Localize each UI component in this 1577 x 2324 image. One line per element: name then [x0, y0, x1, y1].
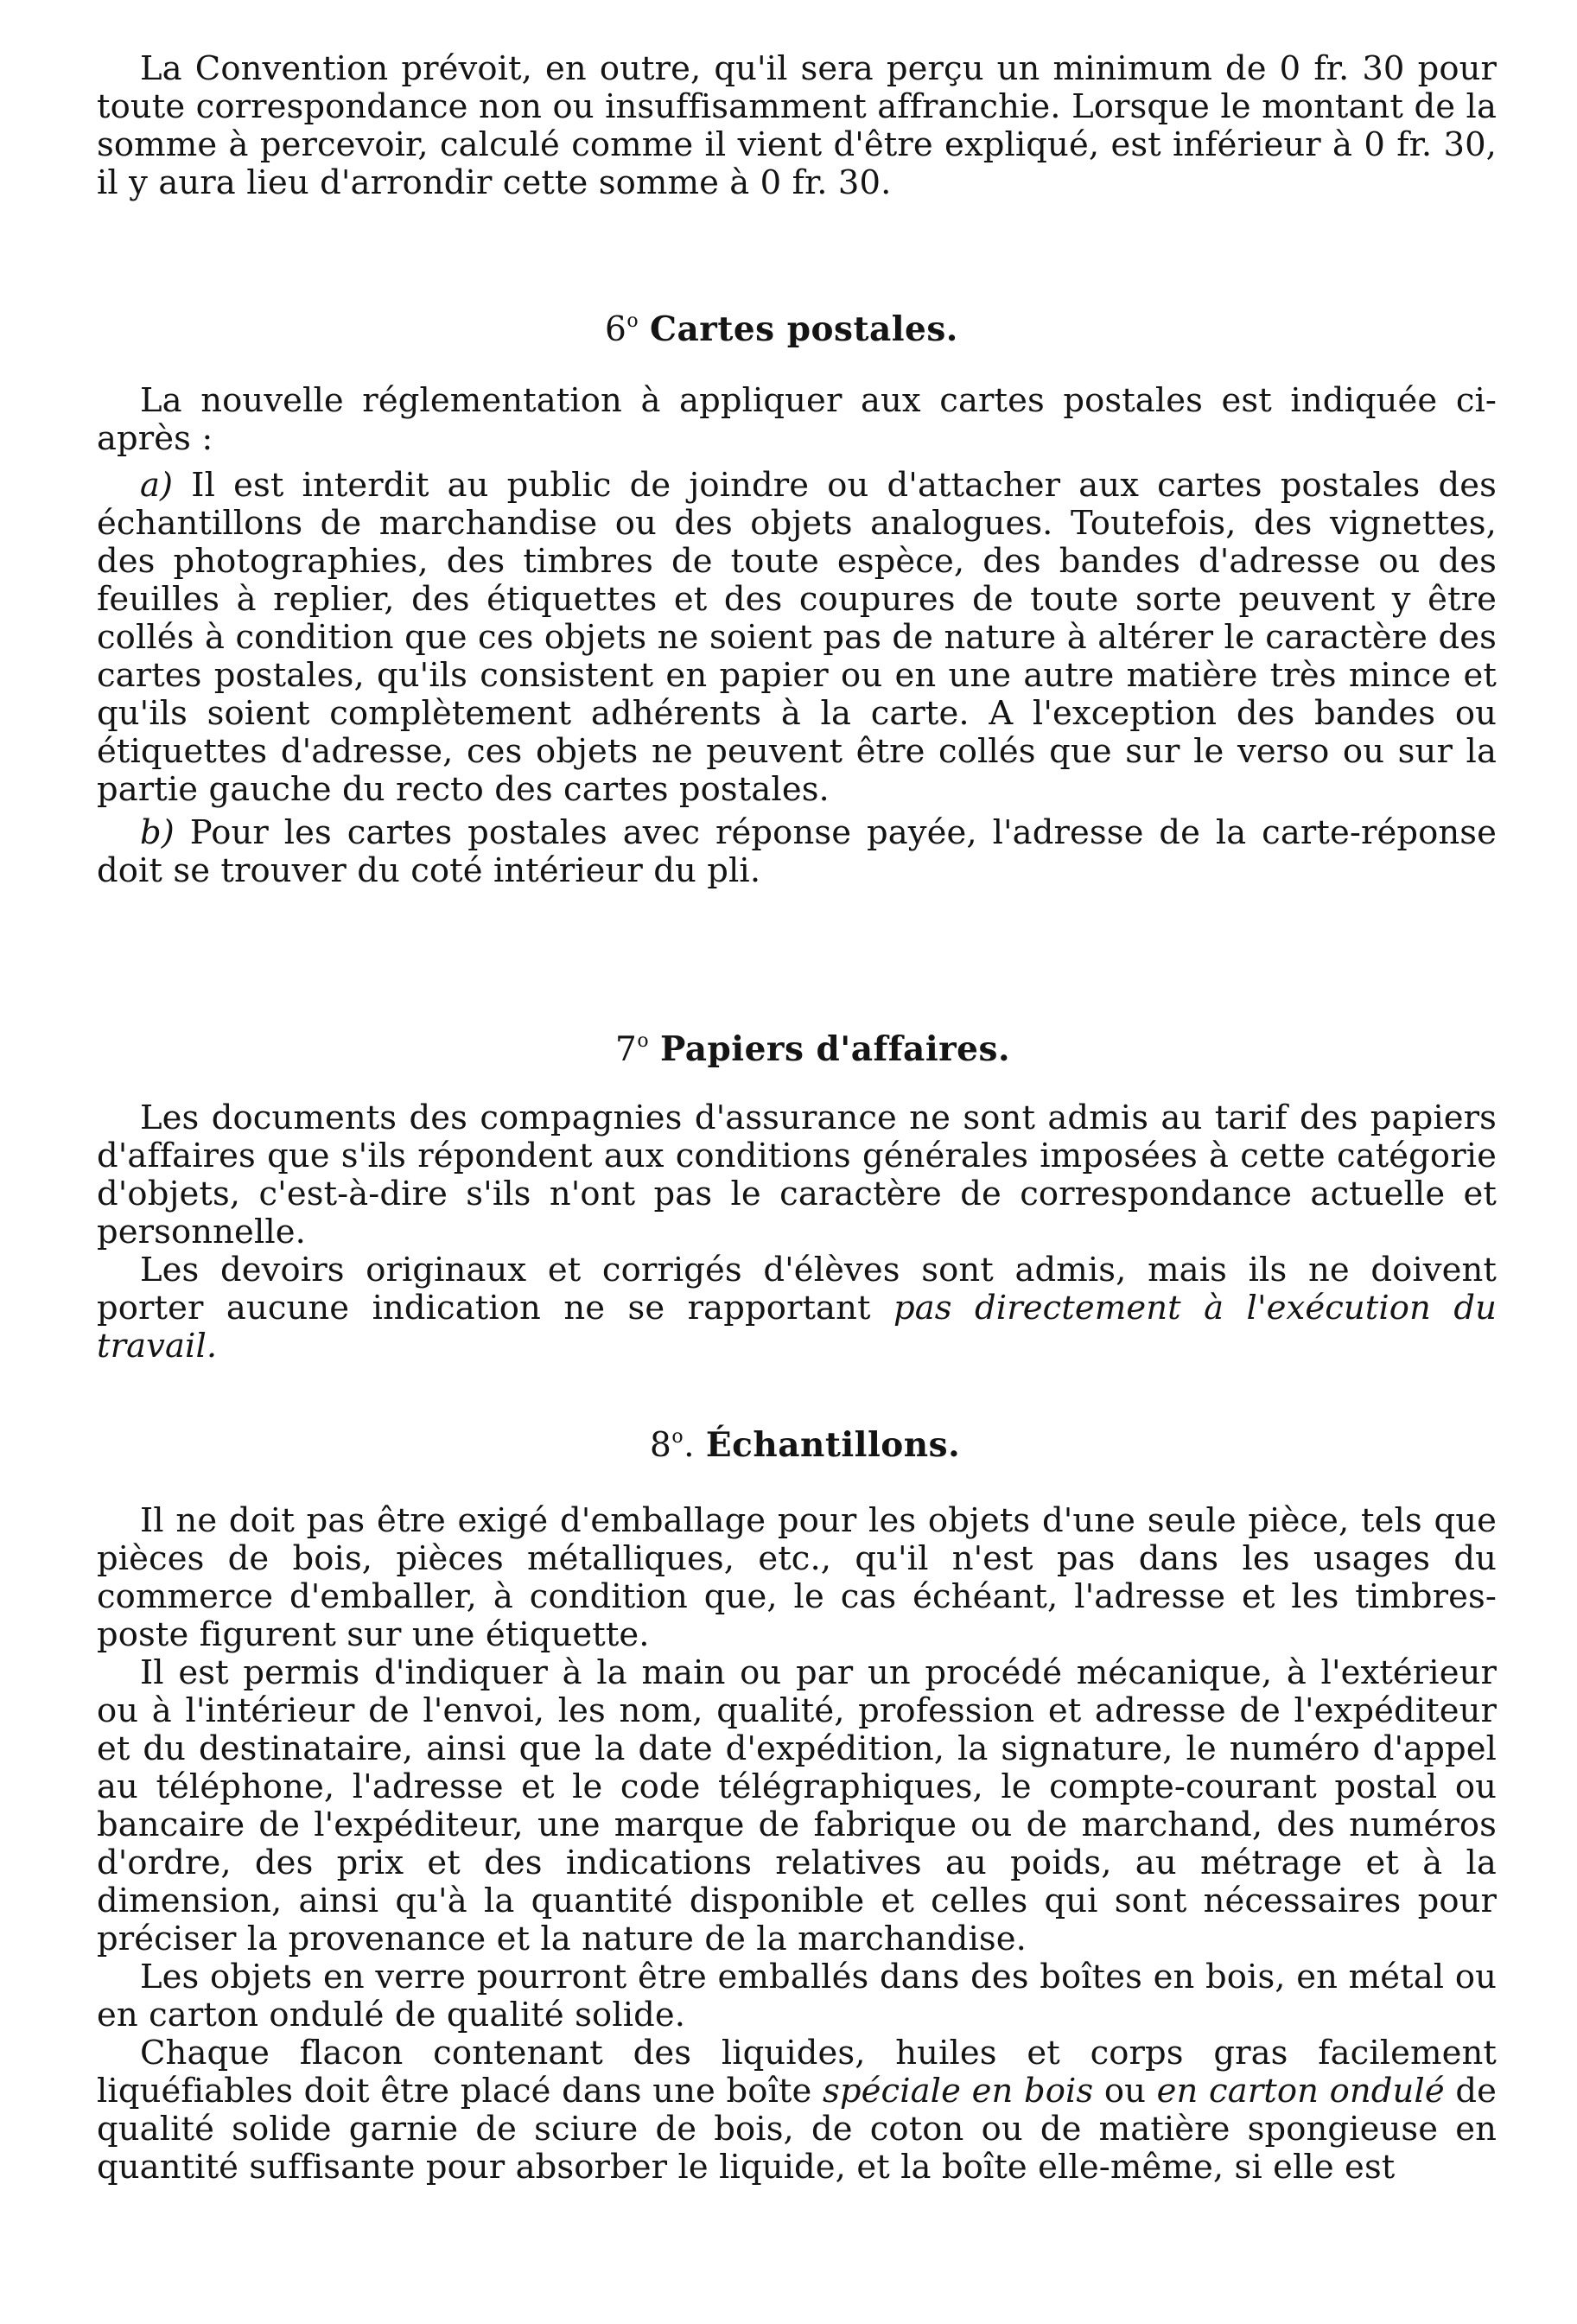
item-a-text: Il est interdit au public de joindre ou d'attacher aux cartes postales des échantillons de marchandise ou des objets analogues. Toutefois, des vignettes, des photographies, des timbres de toute espèce, des bandes d'adresse ou des feuilles à replier, des étiquettes et des coupures de toute sorte peuvent y être collés à condition que ces objets ne soient pas de nature à altérer le caractère des cartes postales, qu'ils consistent en papier ou en une autre matière très mince et qu'ils soient complètement adhérents à la carte. A l'exception des bandes ou étiquettes d'adresse, ces objets ne peuvent être collés que sur le verso ou sur la partie gauche du recto des cartes postales. — [97, 466, 1497, 809]
section6-intro: La nouvelle réglementation à appliquer aux cartes postales est indiquée ci-après : — [97, 381, 1497, 458]
section8-para4-or: ou — [1103, 2072, 1147, 2111]
section8-para3: Les objets en verre pourront être emballés dans des boîtes en bois, en métal ou en carton ondulé de qualité solide. — [97, 1958, 1497, 2034]
section7-para2-text: Les devoirs originaux et corrigés d'élèves sont admis, mais ils ne doivent porter aucune indication ne se rapportant — [97, 1251, 1497, 1328]
section7-para2 — [97, 1251, 1497, 1366]
section6-heading — [605, 302, 958, 351]
section7-heading — [615, 1022, 1010, 1071]
section7-body — [97, 1099, 1497, 1366]
section8-title: Échantillons. — [705, 1425, 961, 1465]
section8-para2: Il est permis d'indiquer à la main ou par un procédé mécanique, à l'extérieur ou à l'intérieur de l'envoi, les nom, qualité, profession et adresse de l'expéditeur et du destinataire, ainsi que la date d'expédition, la signature, le numéro d'appel au téléphone, l'adresse et le code télégraphiques, le compte-courant postal ou bancaire de l'expéditeur, une marque de fabrique ou de marchand, des numéros d'ordre, des prix et des indications relatives au poids, au métrage et à la dimension, ainsi qu'à la quantité disponible et celles qui sont nécessaires pour préciser la provenance et la nature de la marchandise. — [97, 1653, 1497, 1958]
section7-ordinal: o — [637, 1030, 650, 1052]
section8-para4-italic2: en carton ondulé — [1156, 2072, 1445, 2111]
section8-para1: Il ne doit pas être exigé d'emballage pour les objets d'une seule pièce, tels que pièces de bois, pièces métalliques, etc., qu'il n'est pas dans les usages du commerce d'emballer, à condition que, le cas échéant, l'adresse et les timbres-poste figurent sur une étiquette. — [97, 1501, 1497, 1654]
item-b-marker: b) — [140, 813, 175, 852]
section6-item-b — [97, 814, 1497, 890]
section6-title: Cartes postales. — [649, 309, 958, 349]
section6-ordinal: o — [626, 310, 639, 332]
section8-ordinal: o — [671, 1426, 684, 1448]
section7-para2-italic: pas directement à l'exécution du travail. — [97, 1289, 1497, 1366]
section8-body — [97, 1502, 1497, 2187]
section7-title: Papiers d'affaires. — [659, 1029, 1011, 1069]
section6-number: 6 — [605, 310, 627, 349]
section8-para4 — [97, 2034, 1497, 2187]
intro-section — [97, 50, 1497, 202]
section6-body — [97, 382, 1497, 890]
section6-item-a — [97, 467, 1497, 809]
section8-number: 8 — [650, 1426, 672, 1465]
section8-para4-italic1: spéciale en bois — [823, 2072, 1094, 2111]
section8-para4-end: de qualité solide garnie de sciure de bois, de coton ou de matière spongieuse en quantité suffisante pour absorber le liquide, et la boîte elle-même, si elle est — [97, 2072, 1497, 2187]
section8-para4-start: Chaque flacon contenant des liquides, huiles et corps gras facilement liquéfiables doit être placé dans une boîte — [97, 2034, 1497, 2111]
section7-number: 7 — [615, 1030, 638, 1069]
section8-heading: 8$^o$. Échantillons. — [650, 1425, 961, 1465]
intro-paragraph: La Convention prévoit, en outre, qu'il sera perçu un minimum de 0 fr. 30 pour toute correspondance non ou insuffisamment affranchie. Lorsque le montant de la somme à percevoir, calculé comme il vient d'être expliqué, est inférieur à 0 fr. 30, il y aura lieu d'arrondir cette somme à 0 fr. 30. — [97, 49, 1497, 202]
item-a-marker: a) — [140, 466, 174, 505]
item-b-text: Pour les cartes postales avec réponse payée, l'adresse de la carte-réponse doit se trouver du coté intérieur du pli. — [97, 813, 1497, 890]
section7-para1: Les documents des compagnies d'assurance ne sont admis au tarif des papiers d'affaires que s'ils répondent aux conditions générales imposées à cette catégorie d'objets, c'est-à-dire s'ils n'ont pas le caractère de correspondance actuelle et personnelle. — [97, 1098, 1497, 1251]
